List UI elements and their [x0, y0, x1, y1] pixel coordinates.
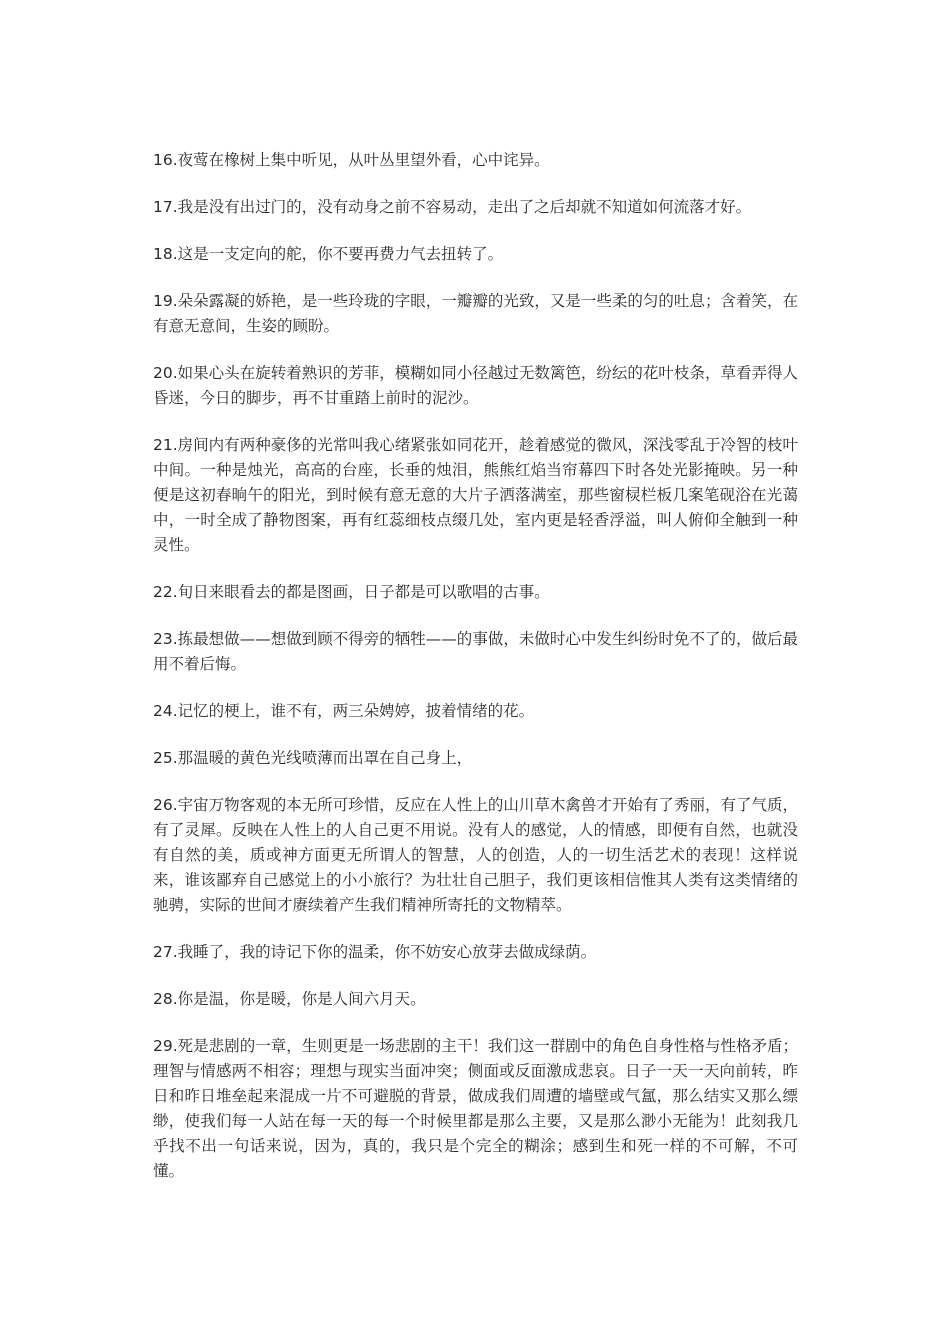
paragraph-19: 19.朵朵露凝的娇艳，是一些玲珑的字眼，一瓣瓣的光致，又是一些柔的匀的吐息；含着笑，在有意无意间，生姿的顾盼。: [153, 292, 798, 335]
paragraph-25: 25.那温暖的黄色光线喷薄而出罩在自己身上，: [153, 749, 473, 767]
paragraph-17: 17.我是没有出过门的，没有动身之前不容易动，走出了之后却就不知道如何流落才好。: [153, 198, 752, 216]
paragraph-28: 28.你是温，你是暖，你是人间六月天。: [153, 990, 426, 1008]
paragraph-26: 26.宇宙万物客观的本无所可珍惜，反应在人性上的山川草木禽兽才开始有了秀丽，有了气质，有了灵犀。反映在人性上的人自己更不用说。没有人的感觉，人的情感，即便有自然，也就没有自然的美，质或神方面更无所谓人的智慧，人的创造，人的一切生活艺术的表现！这样说来，谁该鄙弃自己感觉上的小小旅行？为壮壮自己胆子，我们更该相信惟其人类有这类情绪的驰骋，实际的世间才赓续着产生我们精神所寄托的文物精萃。: [153, 796, 798, 914]
paragraph-29: 29.死是悲剧的一章，生则更是一场悲剧的主干！我们这一群剧中的角色自身性格与性格矛盾；理智与情感两不相容；理想与现实当面冲突；侧面或反面激成悲哀。日子一天一天向前转，昨日和昨日堆垒起来混成一片不可避脱的背景，做成我们周遭的墙壁或气氲，那么结实又那么缥缈，使我们每一人站在每一天的每一个时候里都是那么主要，又是那么渺小无能为！此刻我几乎找不出一句话来说，因为，真的，我只是个完全的糊涂；感到生和死一样的不可解，不可懂。: [153, 1037, 798, 1180]
paragraph-24: 24.记忆的梗上，谁不有，两三朵娉婷，披着情绪的花。: [153, 702, 535, 720]
paragraph-27: 27.我睡了，我的诗记下你的温柔，你不妨安心放芽去做成绿荫。: [153, 943, 597, 961]
paragraph-22: 22.旬日来眼看去的都是图画，日子都是可以歌唱的古事。: [153, 583, 550, 601]
document-body: [153, 148, 798, 1206]
paragraph-20: 20.如果心头在旋转着熟识的芳菲，模糊如同小径越过无数篱笆，纷纭的花叶枝条，草看弄得人昏迷，今日的脚步，再不甘重踏上前时的泥沙。: [153, 364, 798, 407]
paragraph-18: 18.这是一支定向的舵，你不要再费力气去扭转了。: [153, 245, 504, 263]
paragraph-21: 21.房间内有两种豪侈的光常叫我心绪紧张如同花开，趁着感觉的微风，深浅零乱于冷智的枝叶中间。一种是烛光，高高的台座，长垂的烛泪，熊熊红焰当帘幕四下时各处光影掩映。另一种便是这初春晌午的阳光，到时候有意无意的大片子洒落满室，那些窗棂栏板几案笔砚浴在光蔼中，一时全成了静物图案，再有红蕊细枝点缀几处，室内更是轻香浮溢，叫人俯仰全触到一种灵性。: [153, 436, 798, 554]
paragraph-23: 23.拣最想做——想做到顾不得旁的牺牲——的事做，未做时心中发生纠纷时免不了的，做后最用不着后悔。: [153, 630, 798, 673]
paragraph-16: 16.夜莺在橡树上集中听见，从叶丛里望外看，心中诧异。: [153, 151, 550, 169]
